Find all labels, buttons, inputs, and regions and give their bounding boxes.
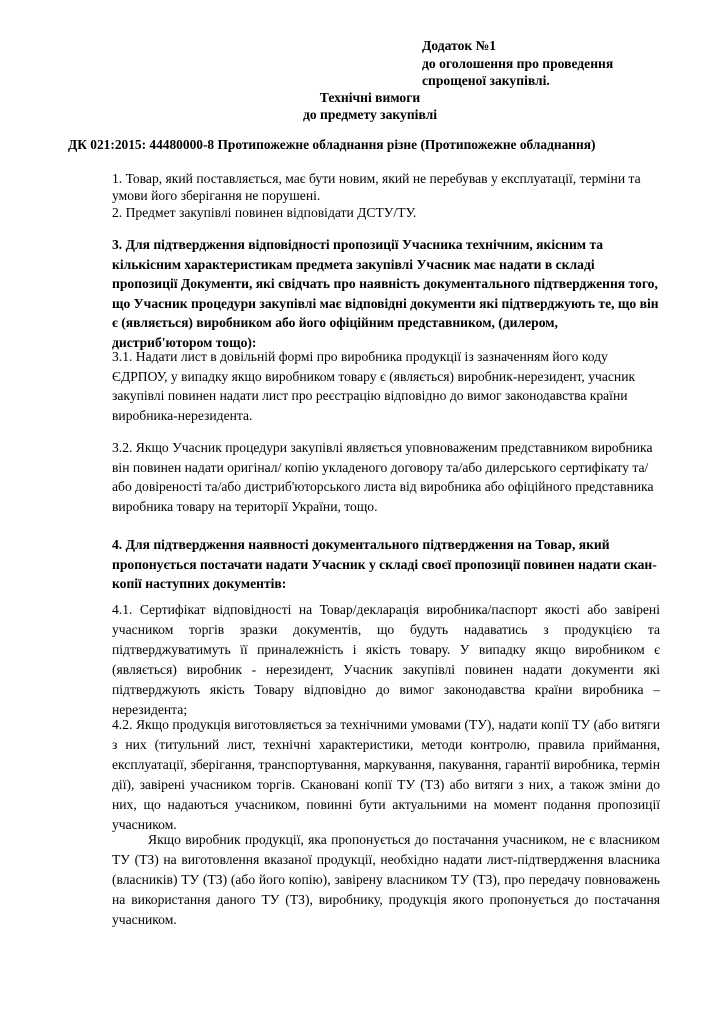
title-line-1: Технічні вимоги xyxy=(319,90,421,105)
annex-line-3: спрощеної закупівлі. xyxy=(422,73,550,88)
annex-number: Додаток №1 xyxy=(422,38,497,53)
title-line-2: до предмету закупівлі xyxy=(302,107,438,122)
requirement-3-2: 3.2. Якщо Учасник процедури закупівлі являється уповноваженим представником виробника він повинен надати оригінал/ копію укладеного договору та/або дилерського сертифікату та/або довіреності та/або дистриб'юторського листа від виробника або офіційного представника виробника товару на території України, тощо. xyxy=(112,440,654,514)
requirement-2: 2. Предмет закупівлі повинен відповідати ДСТУ/ТУ. xyxy=(112,205,417,220)
requirement-4-2: 4.2. Якщо продукція виготовляється за технічними умовами (ТУ), надати копії ТУ (або витяги з них (титульний лист, технічні характеристики, методи контролю, правила приймання, експлуатації, зберігання, транспортування, маркування, пакування, гарантії виробника, термін дії), завірені учасником торгів. Скановані копії ТУ (ТЗ) або витяги з них, а також зміни до них, що надаються учасником, повинні бути актуальними на момент подання пропозиції учасником. xyxy=(112,717,660,832)
requirement-4-heading: 4. Для підтвердження наявності документального підтвердження на Товар, який пропонується постачати надати Учасник у складі своєї пропозиції повинен надати скан- копії наступних документів: xyxy=(112,537,657,591)
document-title xyxy=(240,89,500,123)
requirement-4-1: 4.1. Сертифікат відповідності на Товар/декларація виробника/паспорт якості або завірені учасником торгів зразки документів, що будуть надаватись з продукцією та підтверджуватимуть її приналежність і якість товару. У випадку якщо виробником є (являється) виробник - нерезидент, Учасник закупівлі повинен надати документи які підтверджують якість Товару відповідно до вимог законодавства країни виробника – нерезидента; xyxy=(112,602,660,717)
manufacturer-note: Якщо виробник продукції, яка пропонується до постачання учасником, не є власником ТУ (ТЗ) на виготовлення вказаної продукції, необхідно надати лист-підтвердження власника (власників) ТУ (ТЗ) (або його копію), завірену власником ТУ (ТЗ), про передачу повноважень на використання даного ТУ (ТЗ), виробнику, продукція якого пропонується до постачання учасником. xyxy=(112,832,660,927)
annex-line-2: до оголошення про проведення xyxy=(422,55,614,71)
dk-code-heading: ДК 021:2015: 44480000-8 Протипожежне обладнання різне (Протипожежне обладнання) xyxy=(68,137,596,152)
requirement-3-heading: 3. Для підтвердження відповідності пропозиції Учасника технічним, якісним та кількісним характеристикам предмета закупівлі Учасник має надати в складі пропозиції Документи, які свідчать про наявність документального підтвердження того, що Учасник процедури закупівлі має відповідні документи які підтверджують те, що він є (являється) виробником або його офіційним представником, (дилером, дистриб'ютором тощо): xyxy=(112,237,659,350)
requirement-1: 1. Товар, який поставляється, має бути новим, який не перебував у експлуатації, терміни та умови його зберігання не порушені. xyxy=(112,171,641,203)
general-requirements xyxy=(112,170,660,221)
requirement-3-1: 3.1. Надати лист в довільній формі про виробника продукції із зазначенням його коду ЄДРПОУ, у випадку якщо виробником товару є (являється) виробник-нерезидент, учасник закупівлі повинен надати лист про реєстрацію відповідно до вимог законодавства країни виробника-нерезидента. xyxy=(112,349,636,423)
annex-header xyxy=(422,37,702,90)
